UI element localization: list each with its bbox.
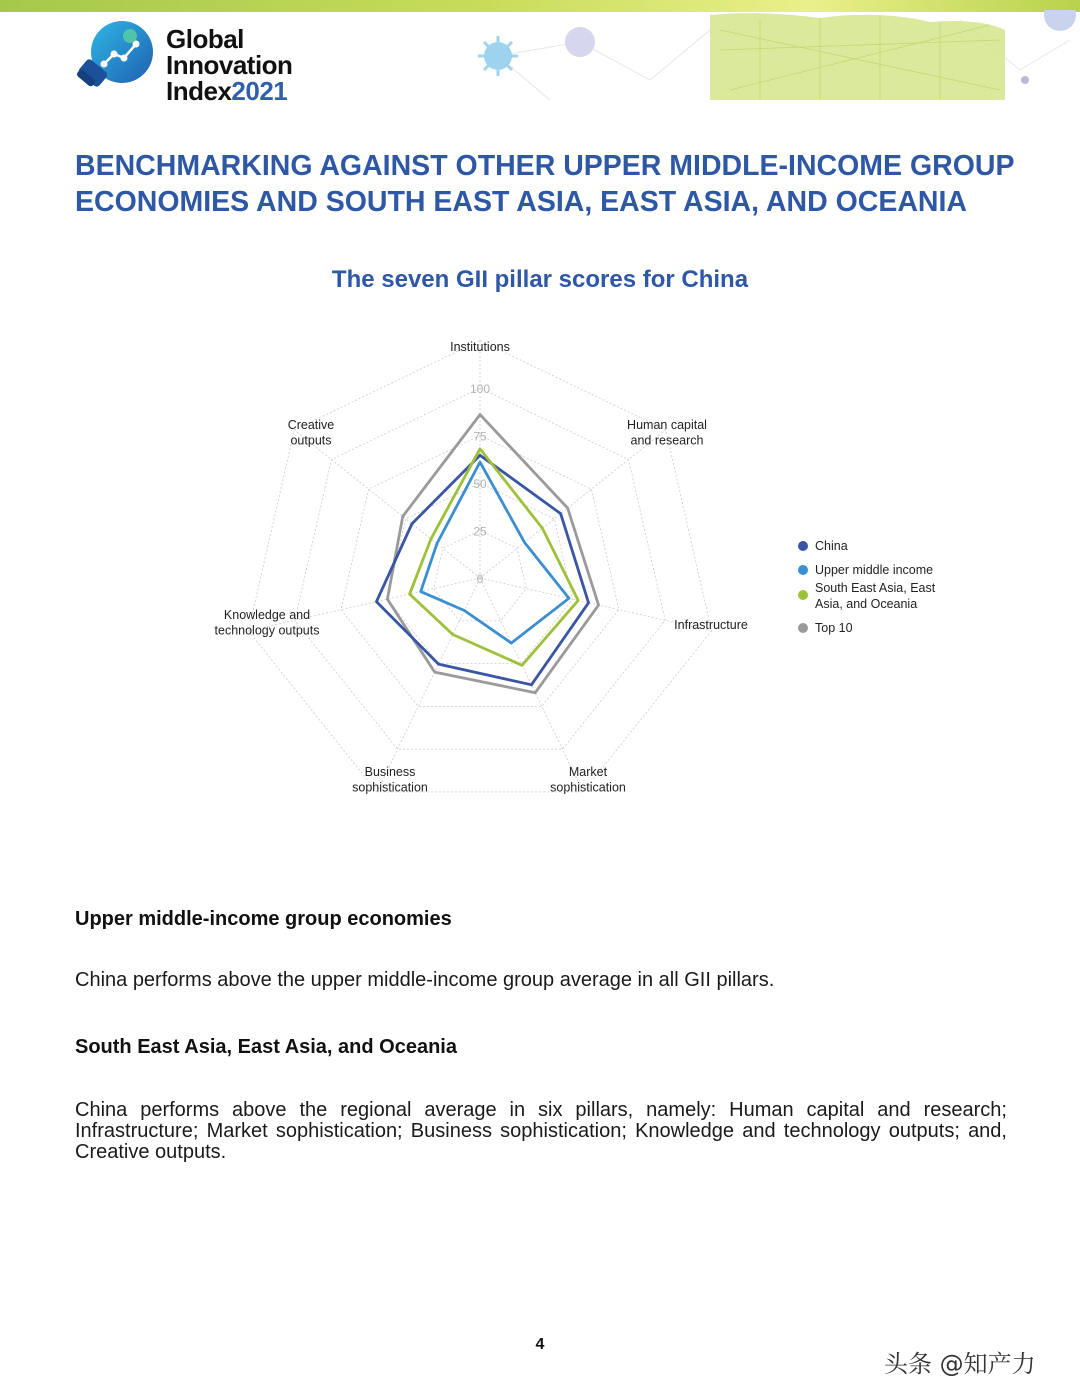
axis-label-line: Infrastructure xyxy=(674,618,748,632)
logo-index-word: Index xyxy=(166,76,232,106)
axis-label-line: Knowledge and xyxy=(223,608,311,622)
logo-line-global: Global xyxy=(166,24,244,54)
legend-swatch xyxy=(798,541,808,551)
chart-legend xyxy=(798,538,998,644)
series-line-upper-middle-income xyxy=(421,462,569,643)
logo-line-index xyxy=(166,78,292,104)
page-title: BENCHMARKING AGAINST OTHER UPPER MIDDLE-INCOME GROUP ECONOMIES AND SOUTH EAST ASIA, EAST ASIA, AND OCEANIA xyxy=(75,150,1014,218)
radar-series-group xyxy=(376,415,598,693)
tick-label: 0 xyxy=(476,572,484,586)
header-decoration-icon xyxy=(460,10,1080,105)
axis-label xyxy=(352,765,428,795)
paragraph-upper-middle-income: China performs above the upper middle-income group average in all GII pillars. xyxy=(75,969,775,991)
axis-label xyxy=(627,418,707,448)
legend-label: Upper middle income xyxy=(815,563,934,577)
radar-axis-labels xyxy=(215,340,748,795)
legend-swatch xyxy=(798,590,808,600)
radar-grid xyxy=(248,341,711,792)
axis-label-line: Market xyxy=(568,765,608,779)
watermark: 头条 @知产力 xyxy=(884,1350,1036,1378)
logo-wordmark xyxy=(166,26,292,104)
section-heading-region: South East Asia, East Asia, and Oceania xyxy=(75,1036,457,1058)
logo-line-innovation: Innovation xyxy=(166,50,293,80)
axis-label-line: Institutions xyxy=(450,340,510,354)
axis-label-line: sophistication xyxy=(550,780,626,795)
legend-label: China xyxy=(815,539,848,553)
legend-swatch xyxy=(798,565,808,575)
legend-label: Top 10 xyxy=(815,621,853,635)
tick-label: 50 xyxy=(473,477,487,491)
paragraph-region: China performs above the regional average in six pillars, namely: Human capital and research; Infrastructure; Market sophistication; Business sophistication; Knowledge and technology outputs; and, Creative outputs. xyxy=(75,1099,1007,1163)
tick-label: 75 xyxy=(473,429,487,444)
legend-item-upper-middle-income xyxy=(798,562,998,578)
page-number: 4 xyxy=(535,1336,545,1353)
axis-label-line: Human capital xyxy=(627,418,707,432)
legend-item-region xyxy=(798,580,940,612)
legend-item-top-10 xyxy=(798,620,998,636)
axis-label-line: sophistication xyxy=(352,780,428,795)
axis-label xyxy=(550,765,626,795)
axis-label-line: outputs xyxy=(290,433,332,448)
legend-label: South East Asia, East Asia, and Oceania xyxy=(815,581,936,611)
chart-title: The seven GII pillar scores for China xyxy=(331,266,749,293)
tick-label: 25 xyxy=(473,524,487,539)
axis-label-line: and research xyxy=(630,433,704,448)
axis-label-line: Creative xyxy=(287,418,335,432)
axis-label xyxy=(215,608,320,638)
axis-label xyxy=(288,418,335,448)
tick-label: 100 xyxy=(469,382,491,396)
axis-label xyxy=(674,618,748,632)
axis-label xyxy=(450,340,510,354)
section-heading-upper-middle-income: Upper middle-income group economies xyxy=(75,908,452,930)
axis-label-line: technology outputs xyxy=(214,623,320,638)
series-line-south-east-asia-east-asia-and-oceania xyxy=(410,449,579,666)
axis-label-line: Business xyxy=(364,765,416,779)
legend-swatch xyxy=(798,623,808,633)
legend-item-china xyxy=(798,538,998,554)
logo-year: 2021 xyxy=(231,76,288,106)
